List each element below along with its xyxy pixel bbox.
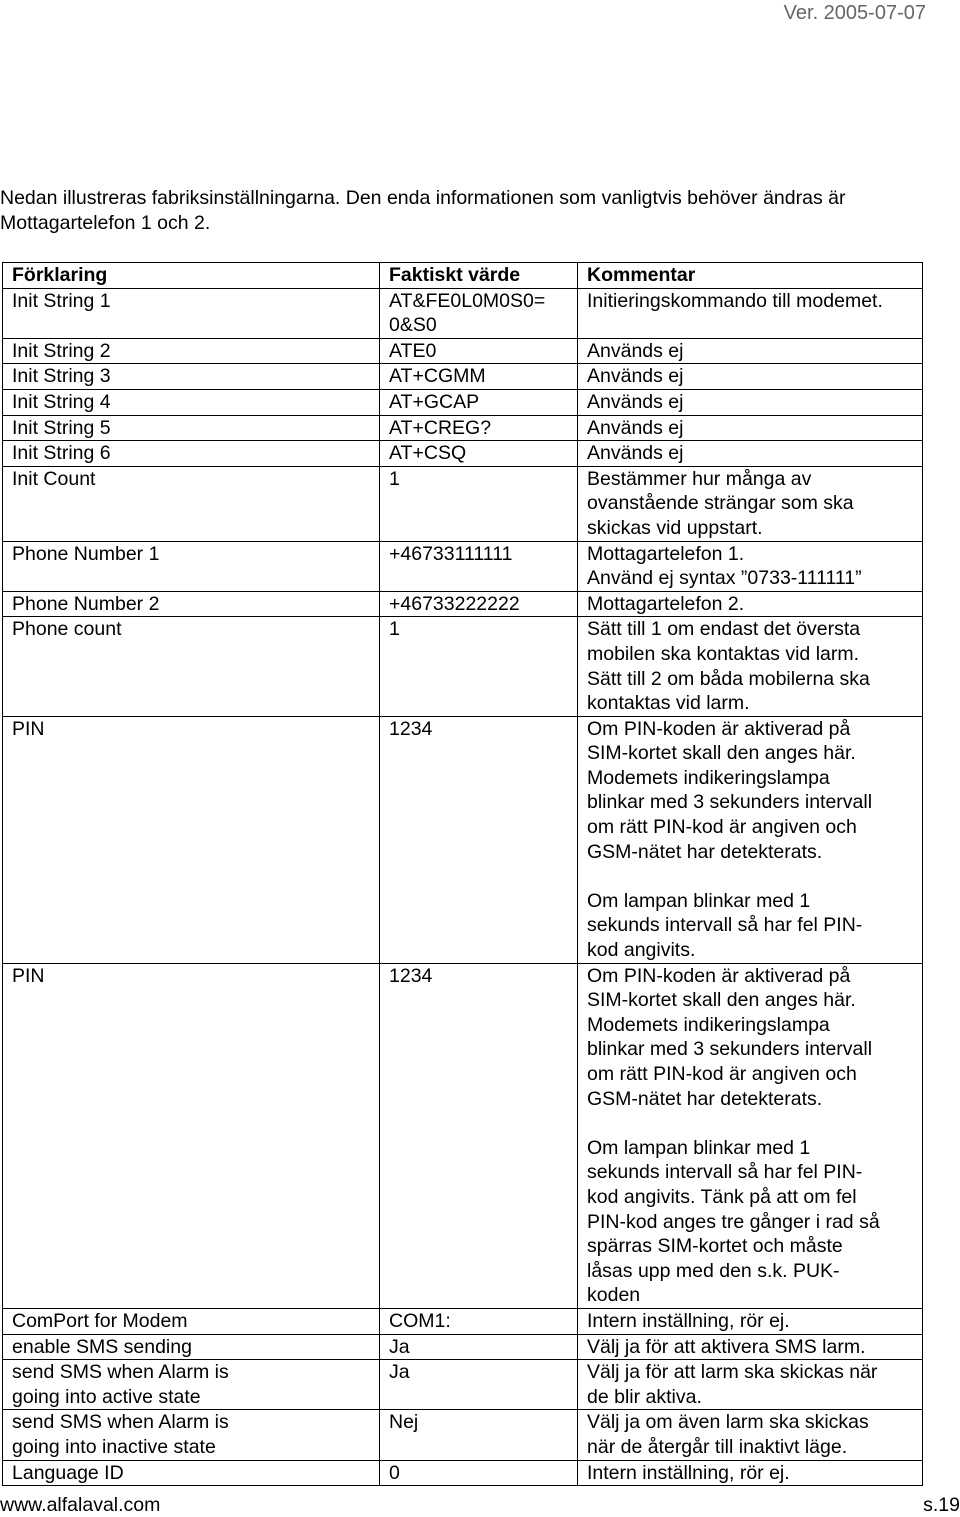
comment-text: Används ej <box>587 442 684 465</box>
table-row <box>3 288 923 338</box>
comment-text: Används ej <box>587 339 684 362</box>
setting-comment <box>578 1360 923 1410</box>
comment-text: Välj ja för att larm ska skickas när de blir aktiva. <box>587 1361 878 1408</box>
comment-text: Initieringskommando till modemet. <box>587 289 883 312</box>
table-row <box>3 1360 923 1410</box>
comment-text: Intern inställning, rör ej. <box>587 1461 790 1484</box>
setting-value: AT+CSQ <box>380 441 578 467</box>
paragraph-gap <box>587 1111 922 1136</box>
setting-comment <box>578 1334 923 1360</box>
setting-value: Nej <box>380 1410 578 1460</box>
setting-comment <box>578 591 923 617</box>
comment-text: Välj ja om även larm ska skickas när de återgår till inaktivt läge. <box>587 1411 869 1458</box>
setting-name: Init Count <box>3 466 380 541</box>
setting-name: Init String 2 <box>3 338 380 364</box>
header-actual-value: Faktiskt värde <box>380 263 578 289</box>
factory-settings-table <box>2 262 923 1486</box>
setting-comment <box>578 541 923 591</box>
table-row <box>3 441 923 467</box>
setting-name: Phone count <box>3 617 380 716</box>
table-header-row <box>3 263 923 289</box>
comment-text: Mottagartelefon 2. <box>587 592 745 615</box>
comment-text: Välj ja för att aktivera SMS larm. <box>587 1335 866 1358</box>
table-row <box>3 1334 923 1360</box>
setting-name: PIN <box>3 716 380 963</box>
setting-name: Phone Number 2 <box>3 591 380 617</box>
setting-comment <box>578 338 923 364</box>
comment-text: Sätt till 1 om endast det översta mobilen ska kontaktas vid larm. Sätt till 2 om båda mobilerna ska kontaktas vid larm. <box>587 618 870 715</box>
table-row <box>3 338 923 364</box>
setting-value: Ja <box>380 1334 578 1360</box>
setting-value: AT+GCAP <box>380 389 578 415</box>
setting-comment <box>578 389 923 415</box>
table-row <box>3 541 923 591</box>
footer-url: www.alfalaval.com <box>0 1494 161 1516</box>
setting-name: Init String 4 <box>3 389 380 415</box>
header-explanation: Förklaring <box>3 263 380 289</box>
version-date: Ver. 2005-07-07 <box>783 2 926 24</box>
setting-name: Init String 6 <box>3 441 380 467</box>
table-row <box>3 389 923 415</box>
intro-paragraph: Nedan illustreras fabriksinställningarna. Den enda informationen som vanligtvis behöver ändras är Mottagartelefon 1 och 2. <box>0 187 846 234</box>
setting-name: PIN <box>3 963 380 1308</box>
setting-comment <box>578 1308 923 1334</box>
comment-text: Används ej <box>587 365 684 388</box>
setting-comment <box>578 1410 923 1460</box>
comment-text: Intern inställning, rör ej. <box>587 1309 790 1332</box>
setting-value: Ja <box>380 1360 578 1410</box>
setting-value: +46733222222 <box>380 591 578 617</box>
setting-name: send SMS when Alarm is going into inactive state <box>3 1410 380 1460</box>
comment-text: Om PIN-koden är aktiverad på SIM-kortet skall den anges här. Modemets indikeringslampa blinkar med 3 sekunders intervall om rätt PIN-kod är angiven och GSM-nätet har detekterats. <box>587 717 873 863</box>
setting-comment <box>578 415 923 441</box>
setting-name: Init String 3 <box>3 364 380 390</box>
table-row <box>3 716 923 963</box>
setting-value: 1234 <box>380 716 578 963</box>
setting-value: 1 <box>380 466 578 541</box>
comment-text-extra: Om lampan blinkar med 1 sekunds intervall så har fel PIN- kod angivits. Tänk på att om fel PIN-kod anges tre gånger i rad så spärras SIM-kortet och måste låsas upp med den s.k. PUK- koden <box>587 1136 880 1307</box>
setting-value: AT+CGMM <box>380 364 578 390</box>
setting-name: ComPort for Modem <box>3 1308 380 1334</box>
setting-comment <box>578 617 923 716</box>
setting-value: COM1: <box>380 1308 578 1334</box>
setting-comment <box>578 441 923 467</box>
table-row <box>3 364 923 390</box>
table-row <box>3 617 923 716</box>
setting-name: Init String 1 <box>3 288 380 338</box>
setting-value: 1 <box>380 617 578 716</box>
comment-text: Mottagartelefon 1. Använd ej syntax ”0733-111111” <box>587 542 862 590</box>
setting-value: +46733111111 <box>380 541 578 591</box>
comment-text: Om PIN-koden är aktiverad på SIM-kortet skall den anges här. Modemets indikeringslampa blinkar med 3 sekunders intervall om rätt PIN-kod är angiven och GSM-nätet har detekterats. <box>587 964 873 1110</box>
table-row <box>3 1460 923 1486</box>
setting-value: AT&FE0L0M0S0= 0&S0 <box>380 288 578 338</box>
table-row <box>3 415 923 441</box>
setting-name: Language ID <box>3 1460 380 1486</box>
comment-text: Används ej <box>587 416 684 439</box>
table-row <box>3 466 923 541</box>
setting-value: ATE0 <box>380 338 578 364</box>
table-body <box>3 288 923 1486</box>
table-row <box>3 1410 923 1460</box>
comment-text: Används ej <box>587 390 684 413</box>
comment-text: Bestämmer hur många av ovanstående strängar som ska skickas vid uppstart. <box>587 467 854 539</box>
setting-comment <box>578 1460 923 1486</box>
setting-comment <box>578 716 923 963</box>
setting-comment <box>578 963 923 1308</box>
setting-value: 1234 <box>380 963 578 1308</box>
setting-name: send SMS when Alarm is going into active state <box>3 1360 380 1410</box>
setting-name: Init String 5 <box>3 415 380 441</box>
header-comment: Kommentar <box>578 263 923 289</box>
comment-text-extra: Om lampan blinkar med 1 sekunds intervall så har fel PIN- kod angivits. <box>587 889 863 962</box>
setting-name: Phone Number 1 <box>3 541 380 591</box>
setting-comment <box>578 364 923 390</box>
table-row <box>3 963 923 1308</box>
table-row <box>3 1308 923 1334</box>
setting-comment <box>578 288 923 338</box>
setting-name: enable SMS sending <box>3 1334 380 1360</box>
setting-value: AT+CREG? <box>380 415 578 441</box>
page-number: s.19 <box>923 1494 960 1516</box>
setting-comment <box>578 466 923 541</box>
setting-value: 0 <box>380 1460 578 1486</box>
paragraph-gap <box>587 864 922 889</box>
table-row <box>3 591 923 617</box>
